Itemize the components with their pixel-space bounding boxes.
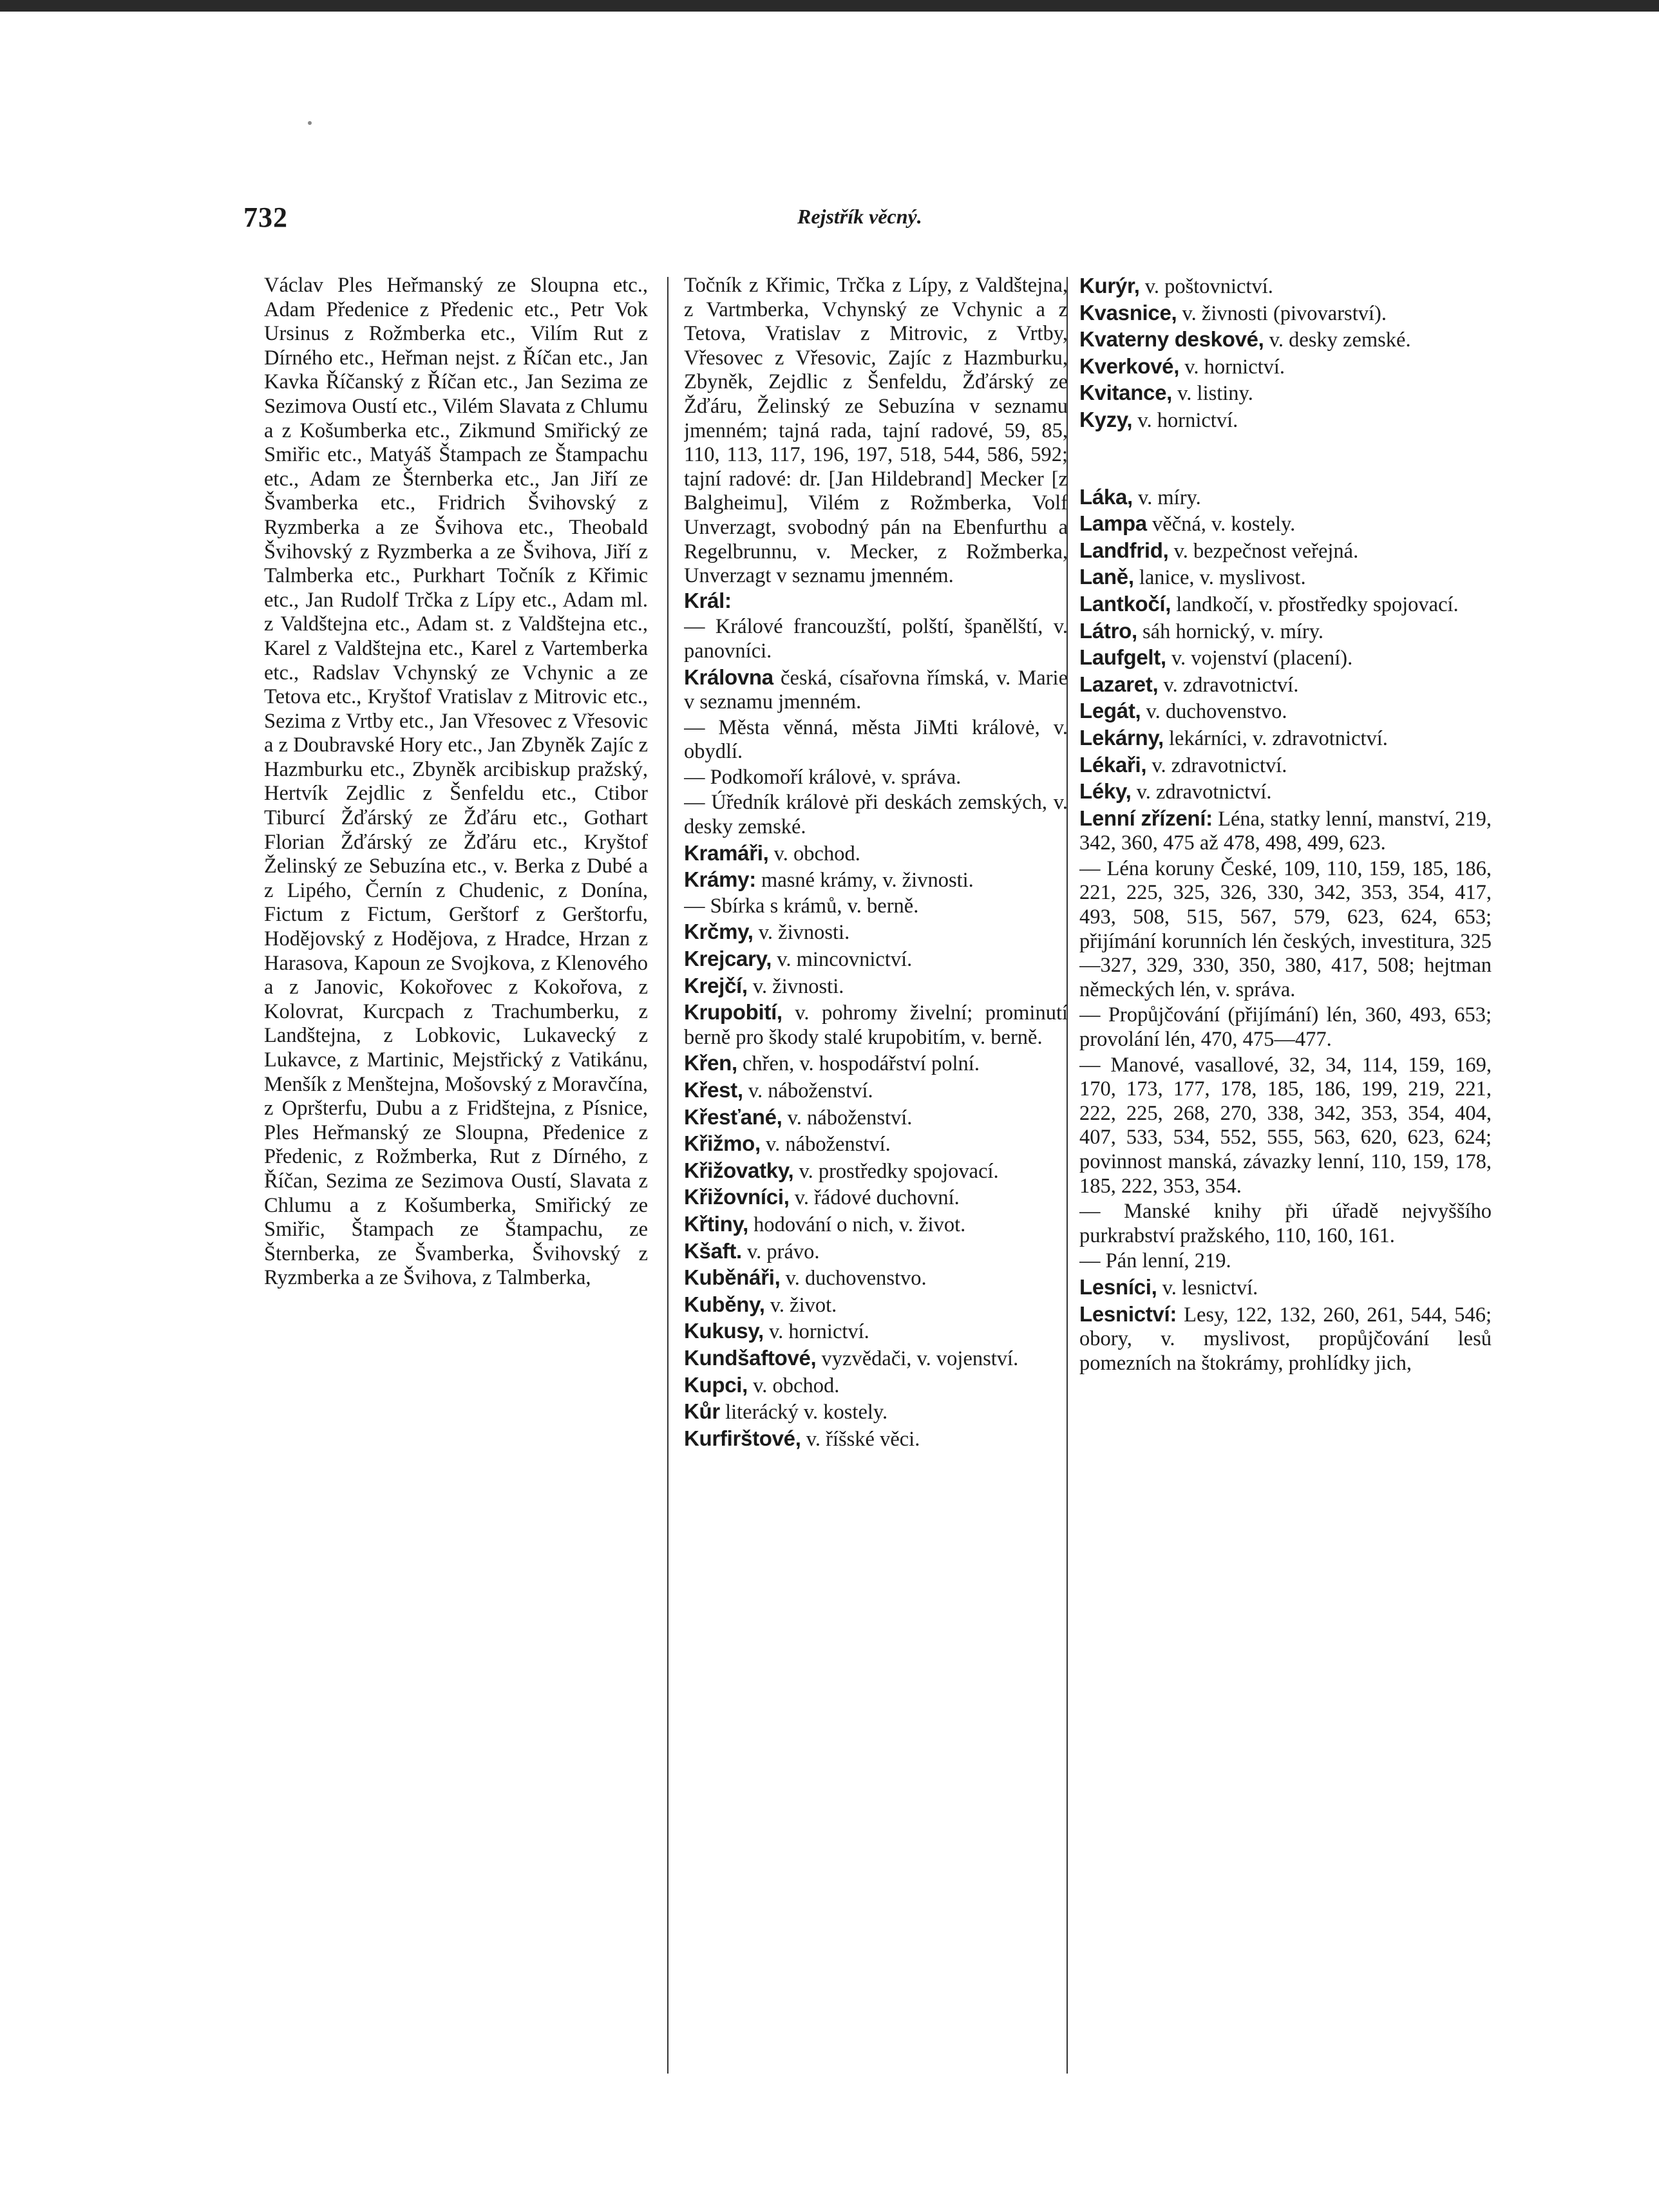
index-entry — [684, 867, 1068, 893]
entry-text: v. náboženství. — [766, 1133, 891, 1157]
entry-text: landkočí, v. přostředky spojovací. — [1176, 592, 1459, 616]
entry-headword: Královna — [684, 665, 773, 689]
entry-headword: Lékaři, — [1079, 752, 1147, 777]
entry-headword: Kundšaftové, — [684, 1345, 817, 1370]
entry-text: v. zdravotnictví. — [1136, 780, 1272, 804]
entry-headword: Legát, — [1079, 699, 1141, 723]
entry-text: v. zdravotnictví. — [1163, 673, 1299, 697]
entry-headword: Kvasnice, — [1079, 300, 1177, 325]
index-entry — [1079, 301, 1492, 326]
index-entry — [684, 947, 1068, 972]
entry-headword: Lantkočí, — [1079, 591, 1171, 616]
entry-headword: Křižovníci, — [684, 1185, 790, 1209]
entry-headword: Krejcary, — [684, 947, 772, 971]
entry-text: v. živnosti. — [758, 921, 850, 945]
index-entry — [684, 791, 1068, 839]
entry-headword: Lesníci, — [1079, 1274, 1157, 1299]
entry-text: v. hornictví. — [1137, 408, 1238, 432]
index-entry-list — [1079, 485, 1492, 1376]
entry-headword: Láka, — [1079, 484, 1133, 509]
index-entry — [684, 1265, 1068, 1291]
entry-text: v. bezpečnost veřejná. — [1173, 539, 1359, 563]
page-header — [243, 201, 960, 240]
index-entry — [684, 615, 1068, 663]
scan-speck — [308, 121, 312, 125]
entry-text: v. náboženství. — [787, 1106, 913, 1130]
entry-text: — Pán lenní, 219. — [1079, 1249, 1231, 1273]
entry-headword: Krámy: — [684, 867, 756, 892]
entry-headword: Křen, — [684, 1051, 737, 1075]
entry-text: v. život. — [770, 1293, 837, 1317]
index-entry — [1079, 1249, 1492, 1274]
index-entry — [684, 1399, 1068, 1425]
entry-text: v. pohromy živelní; prominutí berně pro škody stalé krupobitím, v. berně. — [684, 1001, 1068, 1049]
index-entry — [1079, 274, 1492, 299]
entry-text: — Manské knihy při úřadě nejvyššího purkrabství pražského, 110, 160, 161. — [1079, 1200, 1492, 1247]
entry-text: — Léna koruny České, 109, 110, 159, 185, 186, 221, 225, 325, 326, 330, 342, 353, 354, 417, 493, 508, 515, 567, 579, 623, 624, 653; přijímání korunních lén českých, investitura, 325—327, 329, 330, 350, 380, 417, 508; hejtman německých lén, v. správa. — [1079, 856, 1492, 1001]
index-entry — [684, 1239, 1068, 1265]
index-entry — [684, 1078, 1068, 1104]
index-entry-list — [684, 589, 1068, 1452]
entry-text: v. hornictví. — [1184, 355, 1285, 379]
index-entry-list — [1079, 274, 1492, 433]
scan-top-edge — [0, 0, 1659, 12]
entry-text: Léna, statky lenní, manství, 219, 342, 360, 475 až 478, 498, 499, 623. — [1079, 807, 1492, 855]
entry-text: v. živnosti. — [752, 974, 844, 998]
entry-text: v. listiny. — [1177, 382, 1253, 406]
index-entry — [1079, 592, 1492, 618]
index-entry — [684, 1346, 1068, 1372]
index-column-2 — [684, 274, 1068, 2115]
entry-headword: Kvitance, — [1079, 381, 1173, 405]
entry-headword: Laně, — [1079, 565, 1134, 589]
entry-text: lekárníci, v. zdravotnictví. — [1169, 726, 1388, 750]
index-entry — [684, 841, 1068, 867]
entry-text: věčná, v. kostely. — [1152, 513, 1296, 536]
entry-text: v. lesnictví. — [1162, 1276, 1258, 1300]
entry-headword: Kverkové, — [1079, 354, 1180, 378]
entry-headword: Křižmo, — [684, 1131, 761, 1156]
index-entry — [1079, 857, 1492, 1003]
index-column-1 — [264, 274, 648, 2115]
index-entry — [684, 665, 1068, 715]
entry-text: v. obchod. — [753, 1374, 840, 1397]
index-entry — [684, 589, 1068, 614]
index-entry — [1079, 672, 1492, 698]
entry-text: v. vojenství (placení). — [1171, 647, 1353, 670]
entry-text: česká, císařovna římská, v. Marie v seznamu jmenném. — [684, 666, 1068, 714]
entry-headword: Krupobití, — [684, 1000, 782, 1025]
entry-text: lanice, v. myslivost. — [1139, 566, 1306, 590]
entry-headword: Kvaterny deskové, — [1079, 327, 1264, 352]
entry-text: v. prostředky spojovací. — [799, 1159, 999, 1183]
entry-text: hodování o nich, v. život. — [754, 1213, 966, 1236]
entry-text: v. hornictví. — [768, 1320, 869, 1344]
column-rule — [667, 277, 668, 2074]
index-entry — [1079, 354, 1492, 380]
entry-text: v. náboženství. — [748, 1079, 873, 1102]
index-entry — [684, 1051, 1068, 1077]
entry-text: — Úředník královė při deskách zemských, v. desky zemské. — [684, 791, 1068, 839]
page-number: 732 — [243, 202, 288, 233]
entry-headword: Lekárny, — [1079, 725, 1164, 750]
index-entry — [1079, 726, 1492, 752]
index-entry — [684, 1105, 1068, 1131]
entry-text: sáh hornický, v. míry. — [1142, 619, 1324, 643]
entry-text: v. živnosti (pivovarství). — [1182, 301, 1387, 325]
entry-text: v. desky zemské. — [1269, 328, 1411, 352]
index-entry — [684, 716, 1068, 764]
entry-text: chřen, v. hospodářství polní. — [742, 1052, 980, 1076]
entry-text: v. poštovnictví. — [1144, 275, 1273, 298]
entry-headword: Kurfirštové, — [684, 1426, 801, 1450]
entry-headword: Landfrid, — [1079, 538, 1169, 562]
index-entry — [1079, 538, 1492, 564]
entry-text: — Propůjčování (přijímání) lén, 360, 493, 653; provolání lén, 470, 475—477. — [1079, 1003, 1492, 1052]
entry-headword: Lesnictví: — [1079, 1301, 1177, 1326]
entry-headword: Křižovatky, — [684, 1158, 794, 1182]
entry-headword: Kukusy, — [684, 1319, 764, 1343]
index-entry — [1079, 645, 1492, 671]
entry-headword: Křtiny, — [684, 1211, 748, 1236]
entry-headword: Křest, — [684, 1078, 743, 1102]
entry-headword: Kyzy, — [1079, 407, 1133, 431]
section-gap — [1079, 433, 1492, 485]
entry-text: — Města věnná, města JiMti královė, v. obydlí. — [684, 715, 1068, 764]
entry-text: v. duchovenstvo. — [785, 1267, 927, 1290]
index-entry — [684, 1373, 1068, 1399]
index-entry — [684, 1185, 1068, 1211]
entry-headword: Léky, — [1079, 779, 1132, 804]
entry-headword: Kupci, — [684, 1372, 748, 1397]
index-column-3 — [1079, 274, 1492, 2115]
index-entry — [1079, 381, 1492, 406]
index-entry — [1079, 699, 1492, 724]
entry-headword: Látro, — [1079, 618, 1137, 643]
index-entry — [684, 920, 1068, 945]
entry-text: Lesy, 122, 132, 260, 261, 544, 546; obory, v. myslivost, propůjčování lesů pomezních na štokrámy, prohlídky jich, — [1079, 1303, 1492, 1375]
index-entry — [684, 1158, 1068, 1184]
index-entry-continuation: Václav Ples Heřmanský ze Sloupna etc., Adam Předenice z Předenic etc., Petr Vok Ursinus z Rožmberka etc., Vilím Rut z Dírného etc., Heřman nejst. z Říčan etc., Jan Kavka Říčanský z Říčan etc., Jan Sezima ze Sezimova Oustí etc., Vilém Slavata z Chlumu a z Košumberka etc., Zikmund Smiřický ze Smiřic etc., Matyáš Štampach ze Štampachu etc., Adam ze Šternberka etc., Jan Jiří ze Švamberka etc., Fridrich Švihovský z Ryzmberka a ze Švihova etc., Theobald Švihovský z Ryzmberka a ze Švihova, Jiří z Talmberka etc., Purkhart Točník z Křimic etc., Jan Rudolf Trčka z Lípy etc., Adam ml. z Valdštejna etc., Adam st. z Valdštejna etc., Karel z Valdštejna etc., Karel z Vartemberka etc., Radslav Vchynský ze Vchynic a ze Tetova etc., Kryštof Vratislav z Mitrovic etc., Sezima z Vrtby etc., Jan Vřesovec z Vřesovic a z Doubravské Hory etc., Jan Zbyněk Zajíc z Hazmburku etc., Zbyněk arcibiskup pražský, Hertvík Zejdlic z Šenfeldu etc., Ctibor Tiburcí Žďárský ze Žďáru etc., Gothart Florian Žďárský ze Žďáru etc., Kryštof Želinský ze Sebuzína etc., v. Berka z Dubé a z Lipého, Černín z Chudenic, z Donína, Fictum z Fictum, Gerštorf z Gerštorfu, Hodějovský z Hodějova, z Hradce, Hrzan z Harasova, Kapoun ze Svojkova, z Klenového a z Janovic, Kokořovec z Kokořova, z Kolovrat, Kurcpach z Trachumberku, z Landštejna, z Lobkovic, Lukavecký z Lukavce, z Martinic, Mejstřický z Vatikánu, Menšík z Menštejna, Mošovský z Moravčína, z Opršterfu, Dubu a z Fridštejna, z Písnice, Ples Heřmanský ze Sloupna, Předenice z Předenic, z Rožmberka, Rut z Dírného, z Říčan, Sezima ze Sezimova Oustí, Slavata z Chlumu a z Košumberka, Smiřický ze Smiřic, Štampach ze Štampachu, ze Šternberka, ze Švamberka, Švihovský z Ryzmberka a ze Švihova, z Talmberka, — [264, 274, 648, 1290]
entry-text: v. mincovnictví. — [777, 948, 913, 972]
index-entry — [1079, 1302, 1492, 1376]
entry-text: — Podkomoří královė, v. správa. — [684, 765, 962, 789]
index-entry — [1079, 485, 1492, 511]
index-entry — [684, 766, 1068, 790]
running-head: Rejstřík věcný. — [797, 205, 922, 228]
entry-text: v. duchovenstvo. — [1146, 700, 1287, 724]
entry-text: vyzvědači, v. vojenství. — [821, 1347, 1019, 1370]
entry-headword: Krčmy, — [684, 920, 754, 944]
index-entry — [684, 894, 1068, 919]
index-entry — [684, 1426, 1068, 1452]
entry-headword: Laufgelt, — [1079, 645, 1166, 670]
index-entry-continuation: Točník z Křimic, Trčka z Lípy, z Valdštejna, z Vartmberka, Vchynský ze Vchynic a z Tetova, Vratislav z Mitrovic, z Vrtby, Vřesovec z Vřesovic, Zajíc z Hazmburku, Zbyněk, Zejdlic z Šenfeldu, Žďárský ze Žďáru, Želinský ze Sebuzína v seznamu jmenném; tajná rada, tajní radové, 59, 85, 110, 113, 117, 196, 197, 518, 544, 586, 592; tajní radové: dr. [Jan Hildebrand] Mecker [z Balgheimu], Vilém z Rožmberka, Volf Unverzagt, svobodný pán na Ebenfurthu a Regelbrunnu, v. Mecker, z Rožmberka, Unverzagt v seznamu jmenném. — [684, 274, 1068, 588]
entry-headword: Kuběny, — [684, 1292, 765, 1316]
entry-headword: Křesťané, — [684, 1104, 782, 1129]
index-entry — [1079, 408, 1492, 433]
index-entry — [684, 1319, 1068, 1345]
entry-text: v. právo. — [747, 1240, 820, 1263]
entry-text: v. obchod. — [773, 842, 860, 865]
index-entry — [1079, 806, 1492, 856]
entry-headword: Kšaft. — [684, 1238, 742, 1263]
index-entry — [1079, 1275, 1492, 1301]
entry-headword: Kůr — [684, 1399, 720, 1424]
entry-text: — Králové francouzští, polští, španělští, v. panovníci. — [684, 615, 1068, 663]
index-entry — [684, 1292, 1068, 1318]
index-entry — [1079, 565, 1492, 591]
index-entry — [1079, 779, 1492, 805]
entry-text: v. míry. — [1138, 486, 1201, 509]
index-entry — [684, 974, 1068, 999]
entry-text: masné krámy, v. živnosti. — [761, 869, 974, 893]
index-entry — [1079, 619, 1492, 645]
index-entry — [1079, 1003, 1492, 1052]
entry-headword: Lampa — [1079, 511, 1147, 536]
entry-headword: Krejčí, — [684, 973, 748, 997]
index-entry — [1079, 1054, 1492, 1199]
entry-headword: Lazaret, — [1079, 672, 1159, 696]
entry-text: v. zdravotnictví. — [1152, 753, 1287, 777]
entry-text: literácký v. kostely. — [725, 1401, 888, 1424]
entry-headword: Kurýr, — [1079, 274, 1140, 298]
index-entry — [684, 1131, 1068, 1157]
entry-headword: Král: — [684, 588, 732, 612]
index-entry — [1079, 327, 1492, 353]
index-entry — [684, 1000, 1068, 1050]
entry-headword: Kramáři, — [684, 840, 769, 865]
index-entry — [1079, 753, 1492, 779]
index-entry — [1079, 1200, 1492, 1248]
entry-text: — Manové, vasallové, 32, 34, 114, 159, 169, 170, 173, 177, 178, 185, 186, 199, 219, 221, 222, 225, 268, 270, 338, 342, 353, 354, 404, 407, 533, 534, 552, 555, 563, 620, 623, 624; povinnost manská, závazky lenní, 110, 159, 178, 185, 222, 353, 354. — [1079, 1053, 1492, 1198]
index-entry — [1079, 511, 1492, 537]
entry-text: — Sbírka s krámů, v. berně. — [684, 894, 919, 918]
entry-headword: Lenní zřízení: — [1079, 806, 1213, 830]
entry-text: v. řádové duchovní. — [794, 1186, 960, 1210]
index-entry — [684, 1212, 1068, 1238]
entry-text: v. říšské věci. — [806, 1427, 920, 1451]
entry-headword: Kuběnáři, — [684, 1265, 781, 1290]
